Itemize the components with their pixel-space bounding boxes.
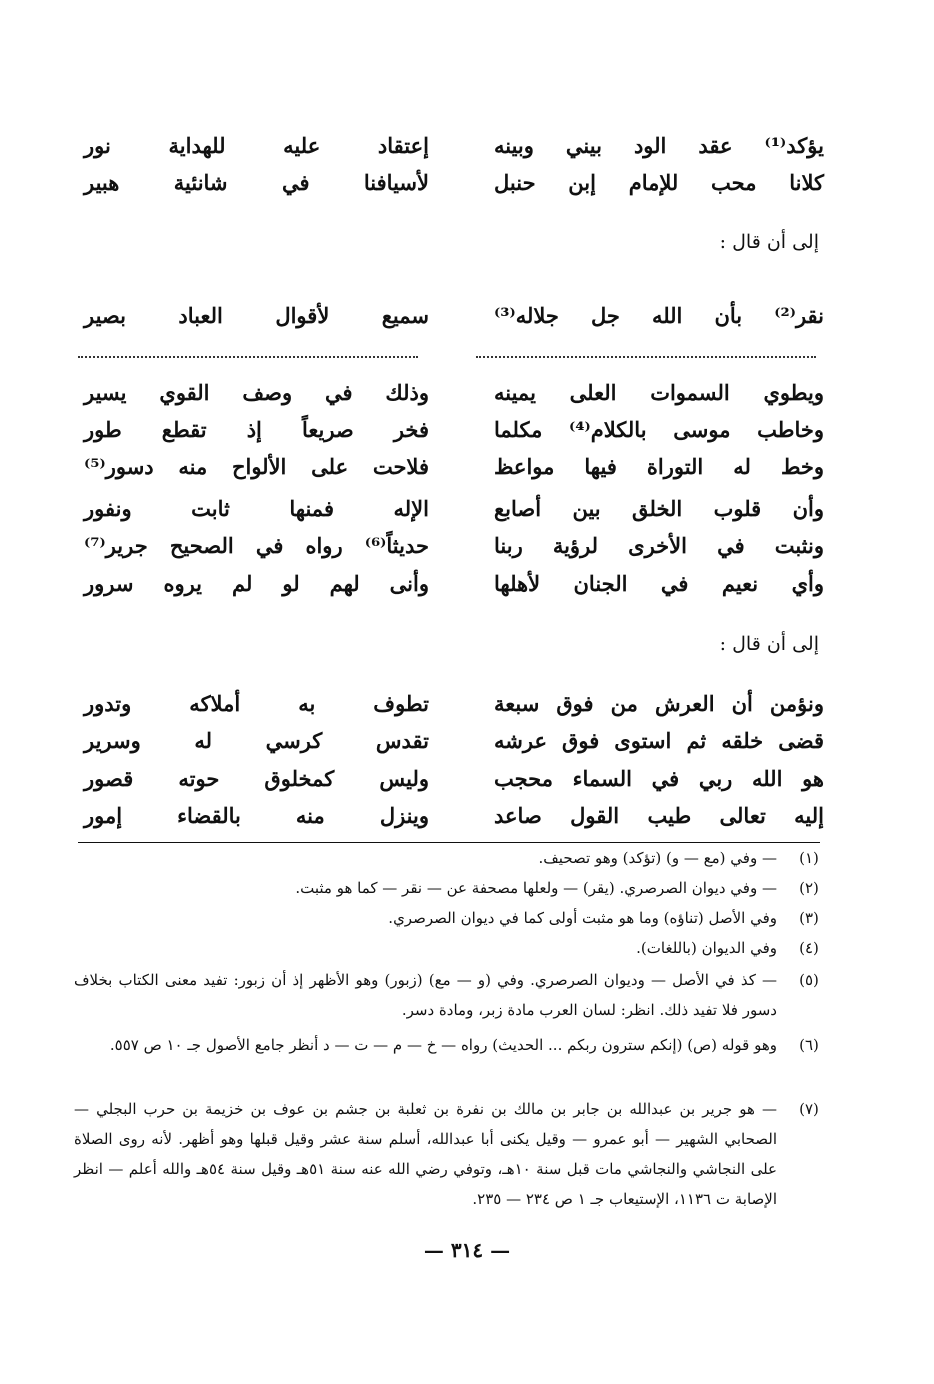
poem-verse [84, 410, 824, 450]
ellipsis-line-right [476, 356, 816, 358]
verse-second-hemistich: وينزل منه بالقضاء إمور [84, 803, 429, 828]
poem-verse [84, 684, 824, 724]
verse-first-hemistich: كلانا محب للإمام إبن حنبل [494, 170, 824, 195]
verse-second-hemistich: وليس كمخلوق حوته قصور [84, 766, 429, 791]
poem-verse [84, 163, 824, 203]
poem-verse [84, 721, 824, 761]
verse-second-hemistich: وأنى لهم لو لم يروه سرور [84, 571, 429, 596]
footnote-text: — وفي (مع — و) (تؤكد) وهو تصحيف. [538, 849, 777, 867]
footnote-text: — هو جرير بن عبدالله بن جابر بن مالك بن نفرة بن ثعلبة بن جشم بن عوف بن خزيمة بن حرب البجلي — الصحابي الشهير — أبو عمرو — وقيل يكنى أبا عبدالله، أسلم سنة عشر وقيل قبلها وهو أظهر. لأنه روى الصلاة على النجاشي والنجاشي مات قبل سنة ١٠هـ، وتوفي رضي الله عنه سنة ٥١هـ وقيل سنة ٥٤هـ والله أعلم — انظر الإصابة ت ١١٣٦، الإستيعاب جـ ١ ص ٢٣٤ — ٢٣٥. [74, 1100, 778, 1208]
footnote [74, 933, 824, 963]
poem-verse [84, 796, 824, 836]
poem-verse [84, 489, 824, 529]
verse-second-hemistich: تقدس كرسي له وسرير [84, 728, 429, 753]
footnote [74, 843, 824, 873]
poem-verse [84, 759, 824, 799]
footnote [74, 965, 824, 1025]
footnote-number: (٤) [799, 939, 819, 957]
poem-verse [84, 564, 824, 604]
verse-first-hemistich: وخاطب موسى بالكلام⁽⁴⁾ مكلما [494, 417, 825, 442]
footnote-number: (٧) [799, 1100, 819, 1118]
footnote-number: (٢) [799, 879, 819, 897]
footnote-text: — كذ في الأصل — وديوان الصرصري. وفي (و — مع) (زبور) وهو الأظهر إذ أن زبور: تفيد معنى الكتاب بخلاف دسور فلا تفيد ذلك. انظر: لسان العرب مادة زبر، ومادة دسر. [74, 971, 777, 1019]
verse-first-hemistich: إليه تعالى طيب القول صاعد [494, 803, 824, 828]
verse-second-hemistich: الإله فمنها ثابت ونفور [84, 496, 429, 521]
verse-second-hemistich: فلاحت على الألواح منه دسور⁽⁵⁾ [84, 454, 429, 479]
footnote [74, 873, 824, 903]
verse-second-hemistich: لأسيافنا في شانئية هبير [84, 170, 429, 195]
poem-verse [84, 126, 824, 166]
poem-verse [84, 526, 824, 566]
footnote-number: (٣) [799, 909, 819, 927]
verse-first-hemistich: وأن قلوب الخلق بين أصابع [494, 496, 824, 521]
poem-verse [84, 373, 824, 413]
ellipsis-line-left [78, 356, 418, 358]
verse-first-hemistich: قضى خلقه ثم استوى فوق عرشه [494, 728, 824, 753]
page-number: — ٣١٤ — [423, 1238, 511, 1262]
verse-first-hemistich: وأي نعيم في الجنان لأهلها [494, 571, 824, 596]
footnote-text: وهو قوله (ص) (إنكم سترون ربكم ... الحديث) رواه — خ — م — ت — د أنظر جامع الأصول جـ ١٠ ص ٥٥٧. [109, 1036, 777, 1054]
footnote [74, 1030, 824, 1060]
footnote-text: وفي الديوان (باللغات). [636, 939, 777, 957]
poem-verse [84, 296, 824, 336]
poem-verse [84, 447, 824, 487]
footnote [74, 1094, 824, 1214]
verse-first-hemistich: ونؤمن أن العرش من فوق سبعة [494, 691, 824, 716]
verse-second-hemistich: إعتقاد عليه للهداية نور [84, 133, 429, 158]
verse-second-hemistich: وذلك في وصف القوي يسير [84, 380, 429, 405]
footnote-number: (٥) [799, 971, 819, 989]
verse-first-hemistich: وخط له التوراة فيها مواعظ [494, 454, 824, 479]
verse-first-hemistich: نقر⁽²⁾ بأن الله جل جلاله⁽³⁾ [494, 303, 824, 328]
verse-first-hemistich: ويطوي السموات العلى يمينه [494, 380, 824, 405]
footnote-text: — وفي ديوان الصرصري. (يقر) — ولعلها مصحفة عن — نقر — كما هو مثبت. [295, 879, 777, 897]
verse-second-hemistich: حديثاً⁽⁶⁾ رواه في الصحيح جرير⁽⁷⁾ [84, 533, 429, 558]
verse-second-hemistich: تطوف به أملاكه وتدور [84, 691, 429, 716]
transition-phrase: إلى أن قال : [719, 633, 819, 655]
verse-second-hemistich: سميع لأقوال العباد بصير [84, 303, 429, 328]
transition-phrase: إلى أن قال : [719, 231, 819, 253]
footnote-number: (٦) [799, 1036, 819, 1054]
footnote-number: (١) [799, 849, 819, 867]
footnote-text: وفي الأصل (تناؤه) وما هو مثبت أولى كما في ديوان الصرصري. [388, 909, 777, 927]
verse-first-hemistich: ونثبت في الأخرى لرؤية ربنا [494, 533, 824, 558]
footnote [74, 903, 824, 933]
verse-second-hemistich: فخر صريعاً إذ تقطع طور [84, 417, 429, 442]
verse-first-hemistich: يؤكد⁽¹⁾ عقد الود بيني وبينه [494, 133, 824, 158]
verse-first-hemistich: هو الله ربي في السماء محجب [494, 766, 824, 791]
